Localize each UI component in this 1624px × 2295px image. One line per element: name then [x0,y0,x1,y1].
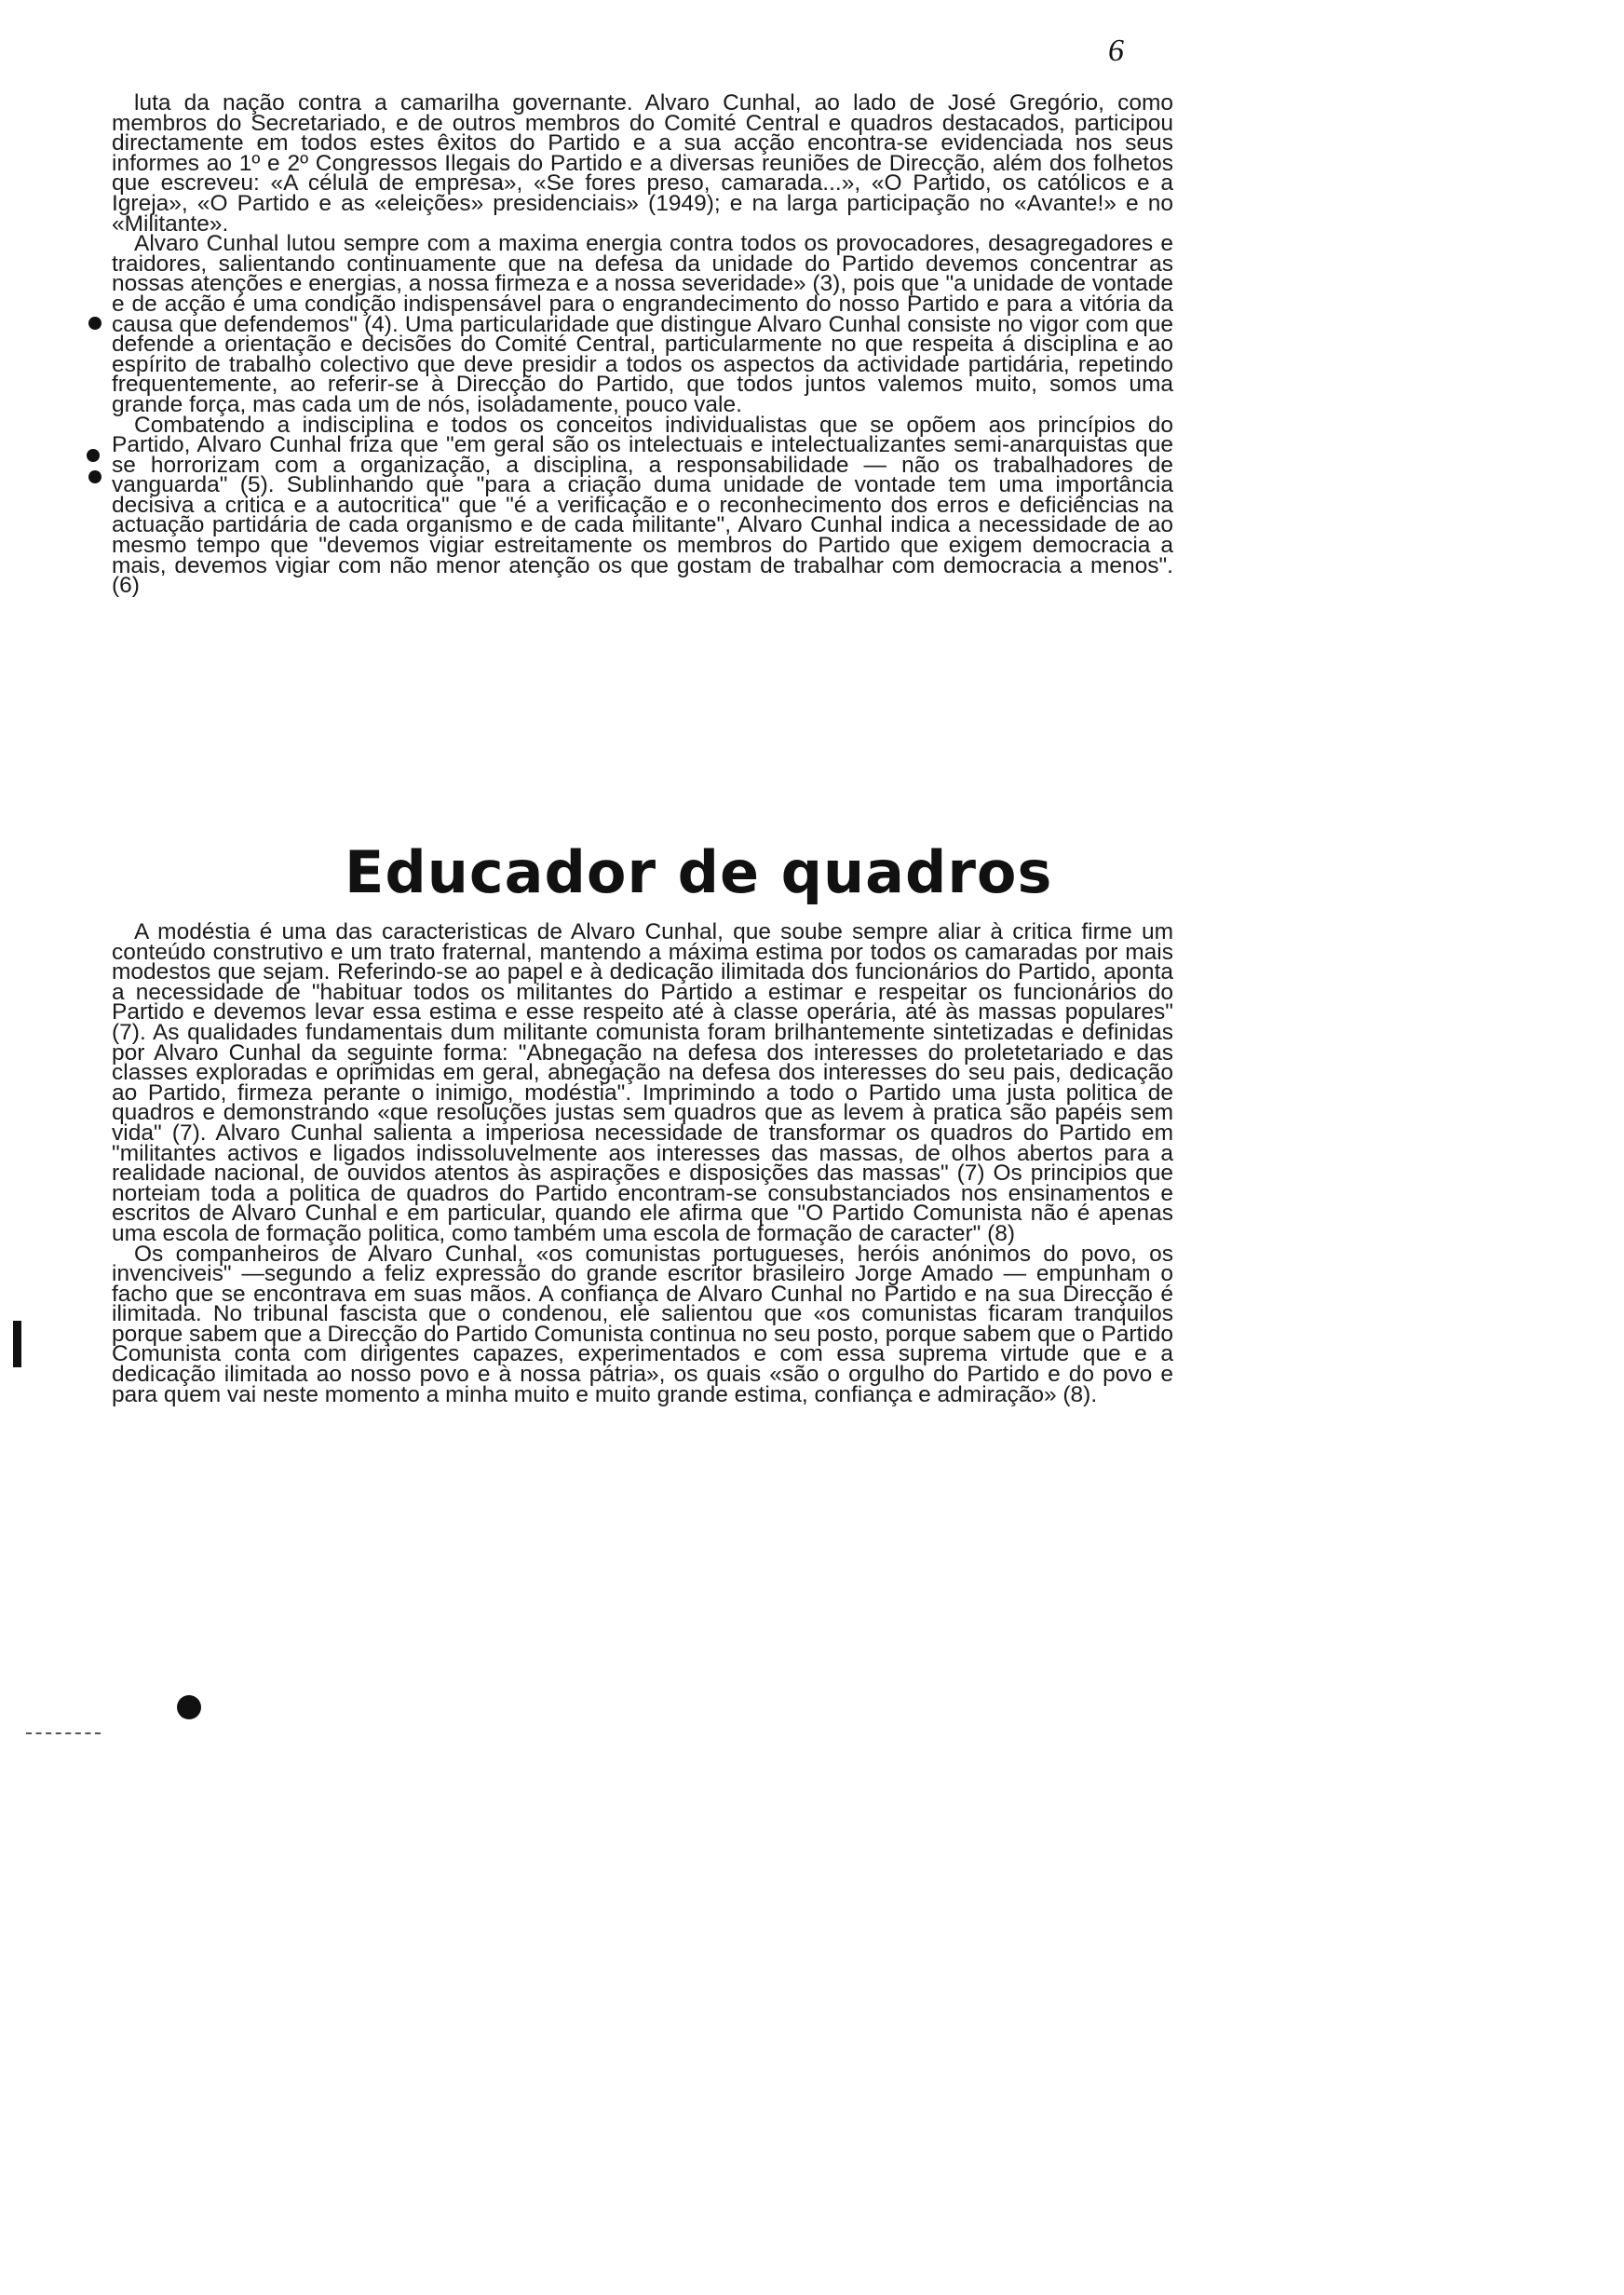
paragraph: luta da nação contra a camarilha governante. Alvaro Cunhal, ao lado de José Gregório, como membros do Secretariado, e de outros membros do Comité Central e quadros destacados, participou directamente em todos estes êxitos do Partido e a sua acção encontra-se evidenciada nos seus informes ao 1º e 2º Congressos Ilegais do Partido e a diversas reuniões de Direcção, além dos folhetos que escreveu: «A célula de empresa», «Se fores preso, camarada...», «O Partido, os católicos e a Igreja», «O Partido e as «eleições» presidenciais» (1949); e na larga participação no «Avante!» e no «Militante». [112,90,1173,237]
body-text-section-1 [112,90,1173,599]
margin-bullet-mark [177,1695,201,1719]
paragraph: Os companheiros de Alvaro Cunhal, «os comunistas portugueses, heróis anónimos do povo, os invenciveis" —segundo a feliz expressão do grande escritor brasileiro Jorge Amado — empunham o facho que se encontrava em suas mãos. A confiança de Alvaro Cunhal no Partido e na sua Direcção é ilimitada. No tribunal fascista que o condenou, ele salientou que «os comunistas ficaram tranquilos porque sabem que a Direcção do Partido Comunista continua no seu posto, porque sabem que o Partido Comunista conta com dirigentes capazes, experimentados e com essa suprema virtude que e a dedicação ilimitada ao nosso povo e à nossa pátria», os quais «são o orgulho do Partido e do povo e para quem vai neste momento a minha muito e muito grande estima, confiança e admiração» (8). [112,1241,1173,1407]
edge-scan-mark [26,1732,101,1734]
margin-bullet-mark [88,317,102,330]
paragraph: A modéstia é uma das caracteristicas de Alvaro Cunhal, que soube sempre aliar à critica firme um conteúdo construtivo e um trato fraternal, mantendo a máxima estima por todos os camaradas por mais modestos que sejam. Referindo-se ao papel e à dedicação ilimitada dos funcionários do Partido, aponta a necessidade de "habituar todos os militantes do Partido a estimar e respeitar os funcionários do Partido e devemos levar essa estima e esse respeito até à classe operária, até às massas populares" (7). As qualidades fundamentais dum militante comunista foram brilhantemente sintetizadas e definidas por Alvaro Cunhal da seguinte forma: "Abnegação na defesa dos interesses do proletetariado e das classes exploradas e oprimidas em geral, abnegação na defesa dos interesses do seu pais, dedicação ao Partido, firmeza perante o inimigo, modéstia". Imprimindo a todo o Partido uma justa politica de quadros e demonstrando «que resoluções justas sem quadros que as levem à pratica são papéis sem vida" (7). Alvaro Cunhal salienta a imperiosa necessidade de transformar os quadros do Partido em "militantes activos e ligados indissoluvelmente aos interesses das massas, de olhos abertos para a realidade nacional, de ouvidos atentos às aspirações e disposições das massas" (7) Os principios que norteiam toda a politica de quadros do Partido encontram-se consubstanciados nos ensinamentos e escritos de Alvaro Cunhal e em particular, quando ele afirma que "O Partido Comunista não é apenas uma escola de formação politica, como também uma escola de formação de caracter" (8) [112,919,1173,1246]
margin-bar-mark [13,1321,21,1367]
body-text-section-2 [112,919,1173,1407]
margin-bullet-mark [87,449,100,462]
section-heading: Educador de quadros [345,838,1053,906]
paragraph: Combatendo a indisciplina e todos os conceitos individualistas que se opõem aos princípios do Partido, Alvaro Cunhal friza que "em geral são os intelectuais e intelectualizantes semi-anarquistas que se horrorizam com a organização, a disciplina, a responsabilidade — não os trabalhadores de vanguarda" (5). Sublinhando que "para a criação duma unidade de vontade tem uma importância decisiva a critica e a autocritica" que "é a verificação e o reconhecimento dos erros e deficiências na actuação partidária de cada organismo e de cada militante", Alvaro Cunhal indica a necessidade de ao mesmo tempo que "devemos vigiar estreitamente os membros do Partido que exigem democracia a mais, devemos vigiar com não menor atenção os que gostam de trabalhar com democracia a menos". (6) [112,412,1173,599]
margin-bullet-mark [88,470,102,483]
page-number: 6 [1108,34,1124,68]
paragraph: Alvaro Cunhal lutou sempre com a maxima energia contra todos os provocadores, desagregadores e traidores, salientando continuamente que na defesa da unidade do Partido devemos concentrar as nossas atenções e energias, a nossa firmeza e a nossa severidade» (3), pois que "a unidade de vontade e de acção é uma condição indispensável para o engrandecimento do nosso Partido e para a vitória da causa que defendemos" (4). Uma particularidade que distingue Alvaro Cunhal consiste no vigor com que defende a orientação e decisões do Comité Central, particularmente no que respeita á disciplina e ao espírito de trabalho colectivo que deve presidir a todos os aspectos da actividade partidária, repetindo frequentemente, ao referir-se à Direcção do Partido, que todos juntos valemos muito, somos uma grande força, mas cada um de nós, isoladamente, pouco vale. [112,231,1173,417]
